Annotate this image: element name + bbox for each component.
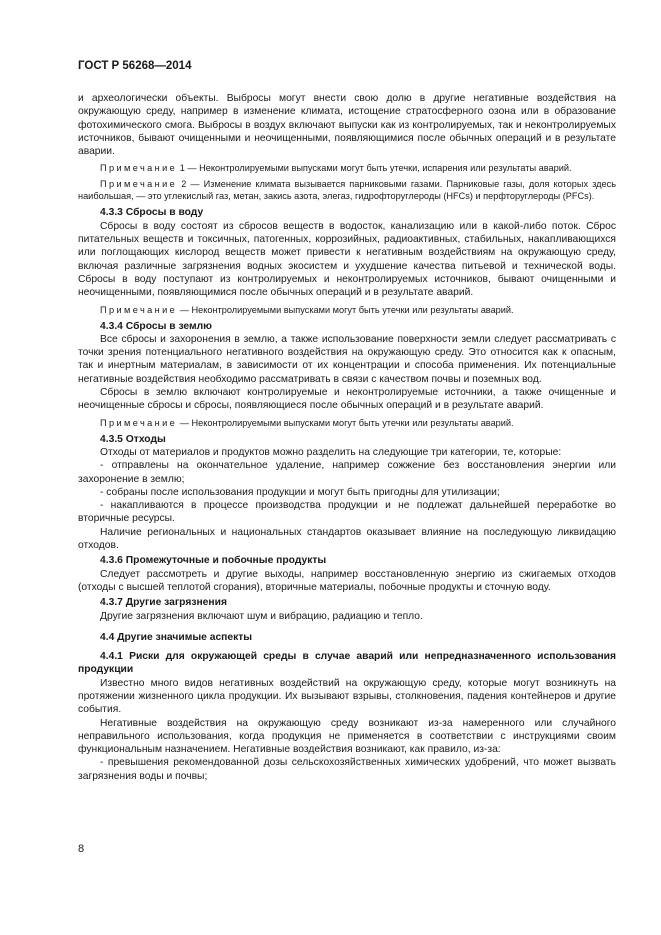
list-item: - превышения рекомендованной дозы сельскохозяйственных химических удобрений, что может вызвать загрязнения воды и почвы;: [78, 757, 616, 782]
paragraph: Сбросы в землю включают контролируемые и неконтролируемые источники, а также очищенные и неочищенные сбросы и сбросы, появляющиеся после обычных операций и в результате аварий.: [78, 387, 616, 412]
section-heading-4-4-1: 4.4.1 Риски для окружающей среды в случае аварий или непредназначенного использования продукции: [78, 651, 616, 676]
paragraph: Все сбросы и захоронения в землю, а также использование поверхности земли следует рассматривать с точки зрения потенциального негативного воздействия на окружающую среду. Это относится как к опасным, так и инертным материалам, в зависимости от их концентрации и способа применения. Их потенциальные негативные воздействия необходимо рассматривать в связи с качеством почвы и поземных вод.: [78, 333, 616, 385]
list-item: - накапливаются в процессе производства продукции и не подлежат дальнейшей переработке во вторичные ресурсы.: [78, 500, 616, 525]
note-text: — Неконтролируемыми выпусками могут быть утечки или результаты аварий.: [177, 304, 514, 315]
section-heading-4-3-4: 4.3.4 Сбросы в землю: [100, 320, 212, 332]
list-item: - собраны после использования продукции и могут быть пригодны для утилизации;: [100, 486, 500, 498]
note: [78, 162, 616, 174]
paragraph: Наличие региональных и национальных стандартов оказывает влияние на последующую ликвидацию отходов.: [78, 526, 616, 552]
section-heading-4-3-5: 4.3.5 Отходы: [100, 433, 166, 445]
note-text: 1 — Неконтролируемыми выпусками могут быть утечки, испарения или результаты аварий.: [177, 163, 572, 174]
paragraph: Отходы от материалов и продуктов можно разделить на следующие три категории, те, которые:: [100, 446, 562, 458]
paragraph: Другие загрязнения включают шум и вибрацию, радиацию и тепло.: [100, 610, 423, 622]
note: [78, 417, 616, 429]
note-text: — Неконтролируемыми выпусками могут быть утечки или результаты аварий.: [177, 417, 514, 428]
section-heading-4-3-7: 4.3.7 Другие загрязнения: [100, 597, 227, 609]
paragraph: и археологически объекты. Выбросы могут внести свою долю в другие негативные воздействия на окружающую среду, например в изменение климата, истощение стратосферного озона или в образование фотохимического смога. Выбросы в воздух включают выпуски как из контролируемых, так и неконтролируемых источников, бывают очищенными и неочищенными, появляющимися после обычных операций и в результате аварии.: [78, 93, 616, 158]
paragraph: Известно много видов негативных воздействий на окружающую среду, которые могут возникнуть на протяжении жизненного цикла продукции. Их вызывают взрывы, столкновения, падения контейнеров и другие события.: [78, 677, 616, 716]
page-body: [78, 92, 616, 783]
paragraph: Следует рассмотреть и другие выходы, например восстановленную энергию из сжигаемых отходов (отходы с высшей теплотой сгорания), вторичные материалы, побочные продукты и сточную воду.: [78, 568, 616, 593]
list-item: - отправлены на окончательное удаление, например сожжение без восстановления энергии или захоронение в землю;: [78, 460, 616, 485]
paragraph: Негативные воздействия на окружающую среду возникают из-за намеренного или случайного неправильного использования, когда продукция не применяется в соответствии с инструкциями своим функциональным назначением. Негативные воздействия возникают, как правило, из-за:: [78, 717, 616, 756]
section-heading-4-3-3: 4.3.3 Сбросы в воду: [100, 207, 204, 219]
note-label: Примечание: [100, 417, 178, 428]
note-label: Примечание: [100, 179, 178, 190]
page-number: 8: [78, 843, 85, 855]
section-heading-4-4: 4.4 Другие значимые аспекты: [100, 631, 253, 643]
note-text: 2 — Изменение климата вызывается парниковыми газами. Парниковые газы, доля которых здесь наибольшая, — это углекислый газ, метан, закись азота, элегаз, гидрофторуглероды (HFCs) и перфторуглероды (PFCs).: [78, 179, 616, 202]
note: [78, 178, 616, 202]
document-header: ГОСТ Р 56268—2014: [78, 60, 192, 72]
note-label: Примечание: [100, 163, 178, 174]
note-label: Примечание: [100, 304, 178, 315]
paragraph: Сбросы в воду состоят из сбросов веществ в водосток, канализацию или в какой-либо поток. Сброс питательных веществ и токсичных, патогенных, коррозийных, радиоактивных, стабильных, накапливающихся или поглощающих кислород веществ может привести к негативным воздействиям на окружающую среду, включая различные загрязнения водных экосистем и ухудшение качества питьевой и технической воды. Сбросы в воду поступают из контролируемых и неконтролируемых источников, бывают очищенными и неочищенными, появляющимися после обычных операций и в результате аварий.: [78, 220, 616, 299]
note: [78, 304, 616, 316]
section-heading-4-3-6: 4.3.6 Промежуточные и побочные продукты: [100, 555, 327, 567]
